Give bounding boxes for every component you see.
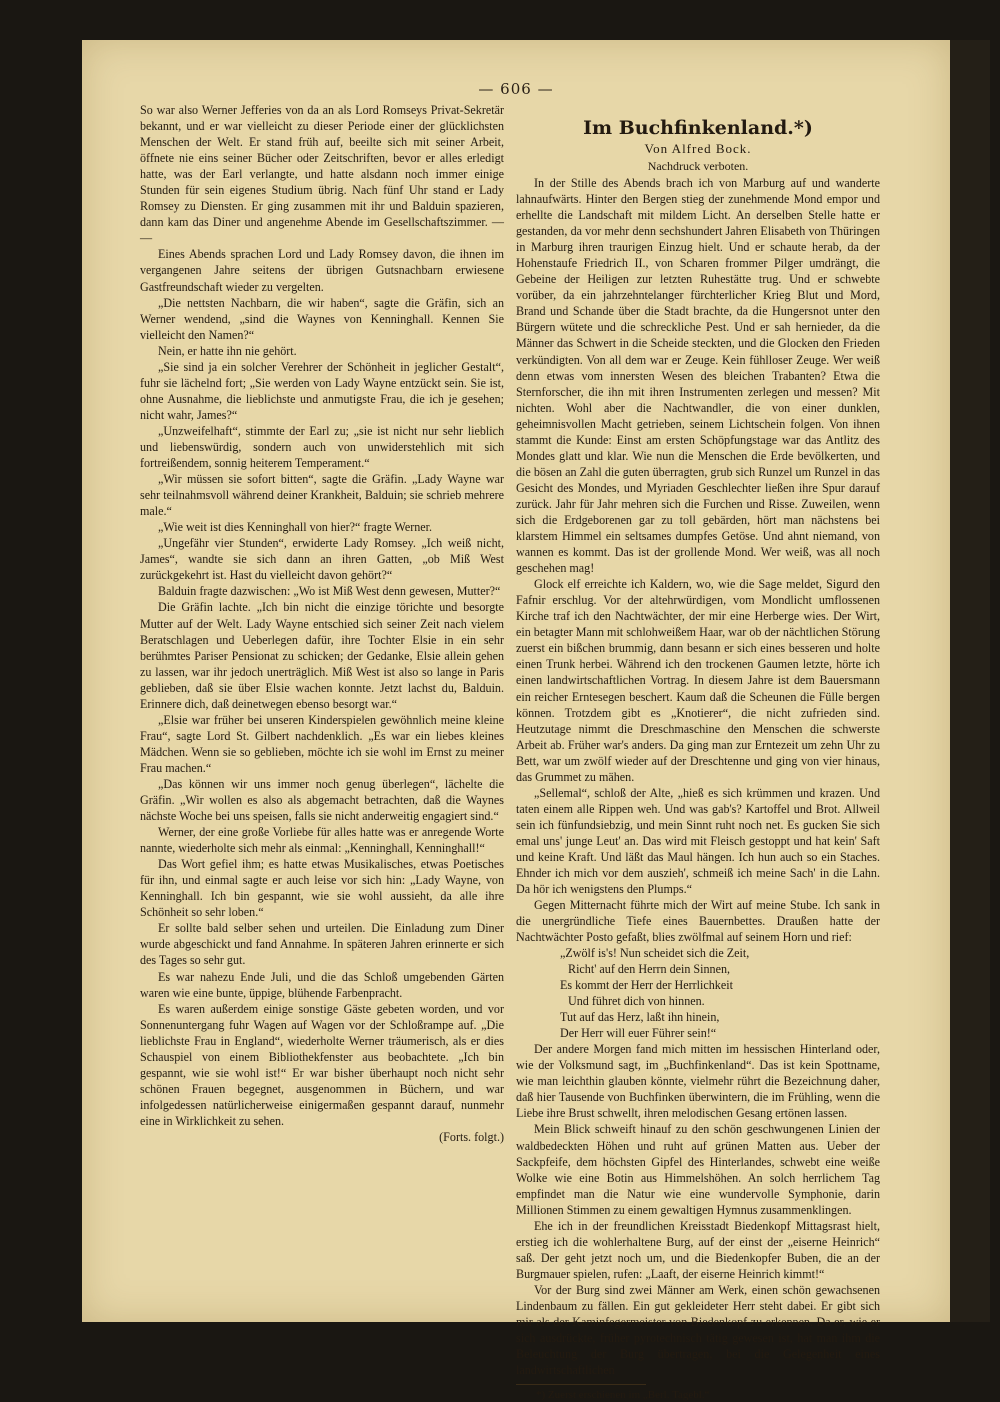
- continuation-note: (Forts. folgt.): [439, 1130, 504, 1144]
- footnote: *) Zuerst erschienen im „Berl. Tagebl.“: [536, 1389, 710, 1402]
- right-paragraph: In der Stille des Abends brach ich von Marburg auf und wanderte lahnaufwärts. Hinter den Bergen stieg der zunehmende Mond empor und erhellte die Landschaft mit mildem Licht. An derselben Stelle hatte er gestanden, da vor mehr denn sechshundert Jahren Elisabeth von Thüringen in Marburg ihren traurigen Einzug hielt. Und er schaute herab, da der Hohenstaufe Friedrich II., von Scharen frommer Pilger umdrängt, die Gebeine der Heiligen zur letzten Ruhestätte trug. Und er schwebte vorüber, da ein jahrzehntelanger fürchterlicher Krieg Blut und Mord, Brand und Schande über die Stadt brachte, da die Hungersnot unter den Bürgern wütete und die schreckliche Pest. Und er sah hernieder, da die Männer das Schwert in die Scheide steckten, und die Glocken den Frieden verkündigten. Von all dem war er Zeuge. Kein fühlloser Zeuge. Wer weiß denn etwas vom innersten Wesen des bleichen Trabanten? Etwa die Sternforscher, die ihn mit ihren Instrumenten zerlegen und messen? Mit nichten. Wohl aber die Nachtwandler, die von einer dunklen, geheimnisvollen Macht getrieben, seinem Lichtschein folgen. Von ihnen stammt die Kunde: Einst am ersten Schöpfungstage war das Antlitz des Mondes glatt und klar. Wie nun die Menschen die Erde bevölkerten, und die bösen an Zahl die guten überragten, grub sich Runzel um Runzel in das Gesicht des Mondes, und Myriaden Geschlechter ließen ihre Spur darauf zurück. Jahr für Jahr mehren sich die Furchen und Risse. Zuweilen, wenn sich die Erdgeborenen gar zu toll gebärden, hört man nächstens bei klarstem Himmel ein seltsames dumpfes Getöse. Und ahnt niemand, von wannen es kommt. Das ist der grollende Mond. Wer weiß, was all noch geschehen mag!: [516, 176, 880, 576]
- right-column: [516, 102, 880, 1402]
- reprint-notice: Nachdruck verboten.: [647, 159, 749, 173]
- scan-edge: [950, 40, 990, 1322]
- right-paragraph: Ehe ich in der freundlichen Kreisstadt Biedenkopf Mittagsrast hielt, erstieg ich die wohlerhaltene Burg, auf der einst der „eiserne Heinrich“ saß. Der geht jetzt noch um, und die Biedenkopfer Buben, die an der Burgmauer spielen, rufen: „Laaft, der eiserne Heinrich kimmt!“: [516, 1218, 880, 1281]
- right-paragraph: Glock elf erreichte ich Kaldern, wo, wie die Sage meldet, Sigurd den Fafnir erschlug. Vor der altehrwürdigen, vom Mondlicht umflossenen Kirche traf ich den Nachtwächter, der mir eine Herberge wies. Der Wirt, ein betagter Mann mit schlohweißem Haar, war ob der nächtlichen Störung zuerst ein bißchen brummig, dann besann er sich eines besseren und holte einen Trunk herbei. Während ich den trockenen Gaumen letzte, hörte ich einen landwirtschaftlichen Vortrag. In diesem Jahre ist dem Bauersmann ein reicher Erntesegen beschert. Kaum daß die Scheunen die Fülle bergen können. Trotzdem gibt es „Knotierer“, die nicht zufrieden sind. Heutzutage nimmt die Dreschmaschine den Menschen die schwerste Arbeit ab. Früher war's anders. Da ging man zur Erntezeit um zehn Uhr zu Bett, war um zwölf wieder auf der Dreschtenne und ging von vier hinaus, das Grummet zu mähen.: [516, 577, 880, 784]
- left-paragraph: Eines Abends sprachen Lord und Lady Romsey davon, die ihnen im vergangenen Jahre seitens der übrigen Gutsnachbarn erwiesene Gastfreundschaft wieder zu vergelten.: [140, 247, 504, 294]
- poem-line: Es kommt der Herr der Herrlichkeit: [560, 978, 733, 993]
- right-paragraph: Mein Blick schweift hinauf zu den schön geschwungenen Linien der waldbedeckten Höhen und ruht auf grünen Matten aus. Ueber der Sackpfeife, dem höchsten Gipfel des Hinterlandes, schwebt eine weiße Wolke wie eine Botin aus Himmelshöhen. An solch herrlichem Tag empfindet man die Natur wie eine wundervolle Symphonie, darin Millionen Stimmen zu einem gewaltigen Hymnus zusammenklingen.: [516, 1122, 880, 1217]
- newspaper-page: [82, 40, 950, 1402]
- left-paragraph: „Wie weit ist dies Kenninghall von hier?“ fragte Werner.: [158, 520, 433, 535]
- right-paragraph: Vor der Burg sind zwei Männer am Werk, einen schön gewachsenen Lindenbaum zu fällen. Ein gut gekleideter Herr steht dabei. Er gibt sich mir als der Kaminfegermeister von Biedenkopf zu erkennen. Da er, wie er sich ausdrückte, früher pyrotechnisch tätig gewesen ist, hat man ihm die Beleuchtung der Burg übertragen, bei die Gelegenheit eines landwirtschaftlichen: [516, 1282, 880, 1378]
- left-paragraph: Das Wort gefiel ihm; es hatte etwas Musikalisches, etwas Poetisches für ihn, und einmal sagte er auch leise vor sich hin: „Lady Wayne, von Kenninghall. Ich bin gespannt, wie sie wohl aussieht, da alle ihre Schönheit so sehr loben.“: [140, 857, 504, 920]
- left-paragraph: Es war nahezu Ende Juli, und die das Schloß umgebenden Gärten waren wie eine bunte, üppige, blühende Farbenpracht.: [140, 969, 504, 1000]
- left-paragraph: Es waren außerdem einige sonstige Gäste gebeten worden, und vor Sonnenuntergang fuhr Wagen auf Wagen vor der Schloßrampe auf. „Die lieblichste Frau in England“, wiederholte Werner träumerisch, als er dies Schauspiel von einem Bibliothekfenster aus beobachtete. „Ich bin gespannt, wie sie wohl ist!“ Er war bisher überhaupt noch nicht sehr schönen Frauen begegnet, ausgenommen in Büchern, und war infolgedessen natürlicherweise einigermaßen gespannt darauf, nunmehr eine in Wirklichkeit zu sehen.: [140, 1001, 504, 1128]
- left-paragraph: So war also Werner Jefferies von da an als Lord Romseys Privat-Sekretär bekannt, und er war vielleicht zu dieser Periode einer der glücklichsten Menschen der Welt. Er stand früh auf, beeilte sich mit seiner Arbeit, öffnete nie eins seiner Bücher oder Zeitschriften, bevor er alles erledigt hatte, was der Earl verlangte, und hatte alsdann noch immer einige Stunden für sein eigenes Studium übrig. Nach fünf Uhr stand er Lady Romsey zu Diensten. Er ging zusammen mit ihr und Balduin spazieren, dann kam das Diner und angenehme Abende im Gesellschaftszimmer. — —: [140, 103, 504, 246]
- poem-line: Und führet dich von hinnen.: [568, 994, 705, 1009]
- page-number: — 606 —: [478, 80, 554, 98]
- left-column: [140, 102, 504, 1145]
- footnote-divider: [516, 1384, 646, 1385]
- left-paragraph: Die Gräfin lachte. „Ich bin nicht die einzige törichte und besorgte Mutter auf der Welt. Lady Wayne entschied sich seiner Zeit nach vielem Beratschlagen und Ueberlegen dafür, ihre Tochter Elsie in ein sehr berühmtes Pariser Pensionat zu schicken; der Gedanke, Elsie allein gehen zu lassen, war ihr jedoch unerträglich. Miß West ist also so lange in Paris geblieben, daß sie über Elsie wachen konnte. Jetzt lachst du, Balduin. Erinnere dich, daß deinetwegen ebenso besorgt war.“: [140, 600, 504, 711]
- left-paragraph: „Die nettsten Nachbarn, die wir haben“, sagte die Gräfin, sich an Werner wendend, „sind die Waynes von Kenninghall. Kennen Sie vielleicht den Namen?“: [140, 295, 504, 342]
- left-paragraph: Er sollte bald selber sehen und urteilen. Die Einladung zum Diner wurde abgeschickt und fand Annahme. In späteren Jahren erinnerte er sich des Tages so sehr gut.: [140, 921, 504, 968]
- article-title: Im Buchfinkenland.*): [583, 117, 813, 139]
- poem-line: „Zwölf is's! Nun scheidet sich die Zeit,: [560, 946, 750, 961]
- left-paragraph: „Das können wir uns immer noch genug überlegen“, lächelte die Gräfin. „Wir wollen es also als abgemacht betrachten, daß die Waynes nächste Woche bei uns speisen, falls sie nicht anderweitig engagiert sind.“: [140, 776, 504, 824]
- poem-line: Richt' auf den Herrn dein Sinnen,: [568, 962, 731, 977]
- watchman-poem: [516, 945, 880, 1041]
- poem-line: Tut auf das Herz, laßt ihn hinein,: [560, 1010, 720, 1025]
- left-paragraph: „Wir müssen sie sofort bitten“, sagte die Gräfin. „Lady Wayne war sehr teilnahmsvoll während deiner Krankheit, Balduin; sie schrieb mehrere male.“: [140, 472, 504, 519]
- article-byline: Von Alfred Bock.: [644, 141, 752, 156]
- left-paragraph: „Ungefähr vier Stunden“, erwiderte Lady Romsey. „Ich weiß nicht, James“, wandte sie sich dann an ihren Gatten, „ob Miß West zurückgekehrt ist. Hast du vielleicht davon gehört?“: [140, 536, 504, 583]
- left-paragraph: „Elsie war früher bei unseren Kinderspielen gewöhnlich meine kleine Frau“, sagte Lord St. Gilbert nachdenklich. „Es war ein liebes kleines Mädchen. Wenn sie so geblieben, möchte ich sie wohl im Ernst zu meiner Frau machen.“: [140, 712, 504, 775]
- left-paragraph: Nein, er hatte ihn nie gehört.: [158, 343, 297, 358]
- left-paragraph: „Unzweifelhaft“, stimmte der Earl zu; „sie ist nicht nur sehr lieblich und liebenswürdig, sondern auch von unwiderstehlich mit sich fortreißendem, sonnig heiterem Temperament.“: [140, 423, 504, 471]
- right-paragraph: Gegen Mitternacht führte mich der Wirt auf meine Stube. Ich sank in die unergründliche Tiefe eines Bauernbettes. Draußen hatte der Nachtwächter Posto gefaßt, blies zwölfmal auf seinem Horn und rief:: [516, 898, 880, 945]
- poem-line: Der Herr will euer Führer sein!“: [560, 1026, 717, 1041]
- right-paragraph: „Sellemal“, schloß der Alte, „hieß es sich krümmen und krazen. Und taten einem alle Rippen weh. Und was gab's? Kartoffel und Brot. Allweil sein ich fünfundsiebzig, und mein Sinnt ruht noch net. Es gucken Sie sich emal uns' junge Leut' an. Das wird mit Fleisch gestoppt und hat kein' Saft und keine Kraft. Und läßt das Maul hängen. Ich hun auch so ein Staches. Ehnder ich mich vor dem auszieh', schmeiß ich meine Sach' in die Lahn. Da hör ich wenigstens den Plumps.“: [516, 785, 880, 897]
- left-paragraph: Werner, der eine große Vorliebe für alles hatte was er anregende Worte nannte, wiederholte sich mehr als einmal: „Kenninghall, Kenninghall!“: [140, 825, 504, 856]
- right-paragraph: Der andere Morgen fand mich mitten im hessischen Hinterland oder, wie der Volksmund sagt, im „Buchfinkenland“. Das ist kein Spottname, wie man leichthin glauben könnte, vielmehr rührt die Bezeichnung daher, daß hier Tausende von Buchfinken überwintern, die im Frühling, wenn die Liebe ihre Brust schwellt, ihren melodischen Gesang ertönen lassen.: [516, 1042, 880, 1121]
- left-paragraph: „Sie sind ja ein solcher Verehrer der Schönheit in jeglicher Gestalt“, fuhr sie lächelnd fort; „Sie werden von Lady Wayne entzückt sein. Sie ist, ohne Ausnahme, die lieblichste und anmutigste Frau, die ich je gesehen; nicht wahr, James?“: [140, 359, 504, 422]
- left-paragraph: Balduin fragte dazwischen: „Wo ist Miß West denn gewesen, Mutter?“: [158, 584, 501, 599]
